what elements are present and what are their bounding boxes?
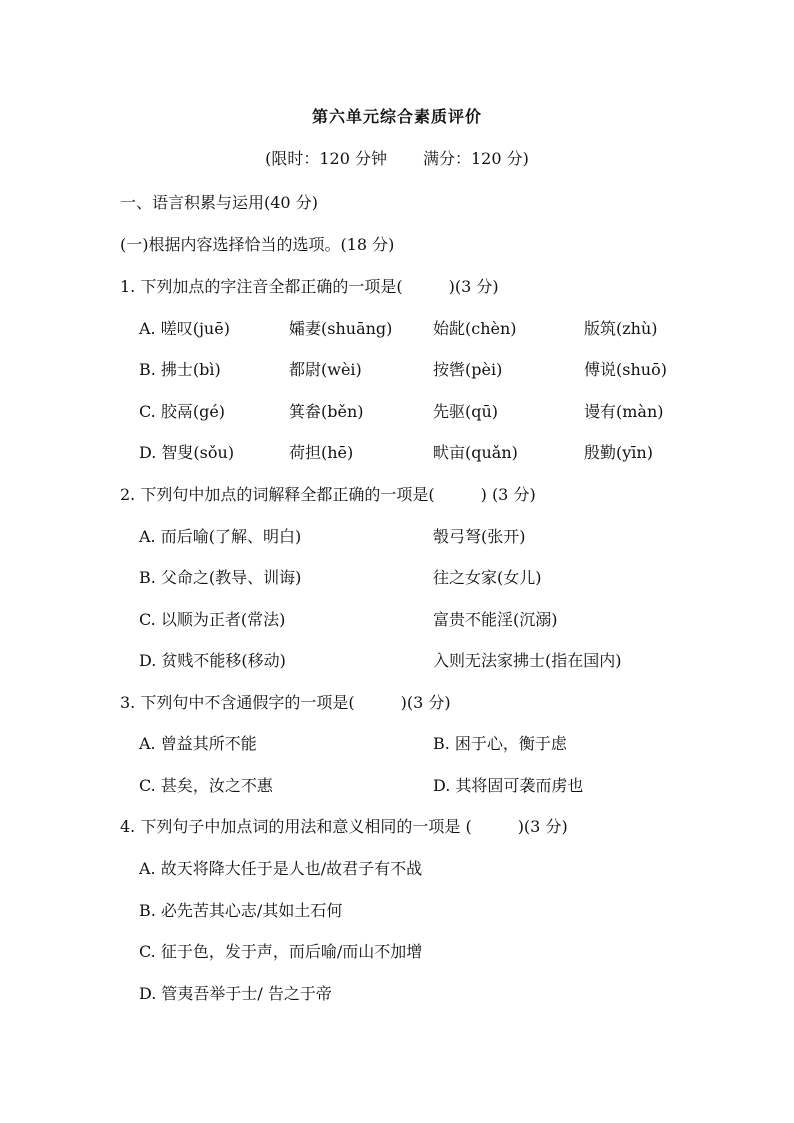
exam-meta: [0, 146, 794, 169]
q2-option-b-item1: B. 父命之(教导、训诲): [139, 568, 302, 587]
q4-option-b: B. 必先苦其心志/其如土石何: [139, 901, 343, 920]
question-1-stem: [120, 274, 499, 297]
q1-option-b-item2: 都尉(wèi): [289, 360, 362, 379]
question-3-stem-start: 3. 下列句中不含通假字的一项是(: [120, 693, 355, 712]
q3-option-c: C. 甚矣，汝之不惠: [139, 776, 273, 795]
q1-option-d-item3: 畎亩(quǎn): [433, 443, 518, 462]
q1-option-d-item2: 荷担(hē): [289, 443, 354, 462]
question-3-stem-end: )(3 分): [400, 693, 451, 712]
q2-option-a-item1: A. 而后喻(了解、明白): [139, 527, 302, 546]
q1-option-c-item2: 箕畚(běn): [289, 402, 364, 421]
q3-option-b: B. 困于心，衡于虑: [433, 734, 567, 753]
question-1-stem-end: )(3 分): [448, 277, 499, 296]
q3-option-a: A. 曾益其所不能: [139, 734, 257, 753]
q2-option-d-item2: 入则无法家拂士(指在国内): [433, 651, 622, 670]
q1-option-a-item1: A. 嗟叹(juē): [139, 319, 230, 338]
q4-option-c: C. 征于色，发于声，而后喻/而山不加增: [139, 942, 423, 961]
q1-option-d-item4: 殷勤(yīn): [584, 443, 653, 462]
section-heading: 一、语言积累与运用(40 分): [120, 193, 318, 212]
q1-option-c-item4: 谩有(màn): [584, 402, 664, 421]
question-4-stem-start: 4. 下列句子中加点词的用法和意义相同的一项是 (: [120, 817, 472, 836]
question-3-stem: [120, 690, 451, 713]
time-limit: (限时：120 分钟: [265, 149, 387, 168]
q3-option-d: D. 其将固可袭而虏也: [433, 776, 584, 795]
question-2-stem: [120, 482, 536, 505]
q4-option-d: D. 管夷吾举于士/ 告之于帝: [139, 984, 332, 1003]
q2-option-a-item2: 彀弓弩(张开): [433, 527, 526, 546]
q1-option-a-item4: 版筑(zhù): [584, 319, 658, 338]
q4-option-a: A. 故天将降大任于是人也/故君子有不战: [139, 859, 423, 878]
q1-option-b-item1: B. 拂士(bì): [139, 360, 221, 379]
page-title: 第六单元综合素质评价: [311, 107, 482, 126]
q1-option-c-item3: 先驱(qū): [433, 402, 499, 421]
q2-option-d-item1: D. 贫贱不能移(移动): [139, 651, 286, 670]
q1-option-a-item2: 孀妻(shuāng): [289, 319, 393, 338]
q1-option-c-item1: C. 胶鬲(gé): [139, 402, 226, 421]
q2-option-c-item2: 富贵不能淫(沉溺): [433, 610, 558, 629]
q1-option-d-item1: D. 智叟(sǒu): [139, 443, 235, 462]
question-4-stem-end: )(3 分): [517, 817, 568, 836]
q2-option-c-item1: C. 以顺为正者(常法): [139, 610, 286, 629]
q1-option-a-item3: 始龀(chèn): [433, 319, 517, 338]
question-4-stem: [120, 814, 568, 837]
part-heading: (一)根据内容选择恰当的选项。(18 分): [120, 235, 395, 254]
q1-option-b-item4: 傅说(shuō): [584, 360, 667, 379]
q1-option-b-item3: 按辔(pèi): [433, 360, 503, 379]
question-2-stem-start: 2. 下列句中加点的词解释全都正确的一项是(: [120, 485, 435, 504]
q2-option-b-item2: 往之女家(女儿): [433, 568, 542, 587]
question-1-stem-start: 1. 下列加点的字注音全都正确的一项是(: [120, 277, 403, 296]
full-score: 满分：120 分): [423, 149, 529, 168]
question-2-stem-end: ) (3 分): [480, 485, 536, 504]
